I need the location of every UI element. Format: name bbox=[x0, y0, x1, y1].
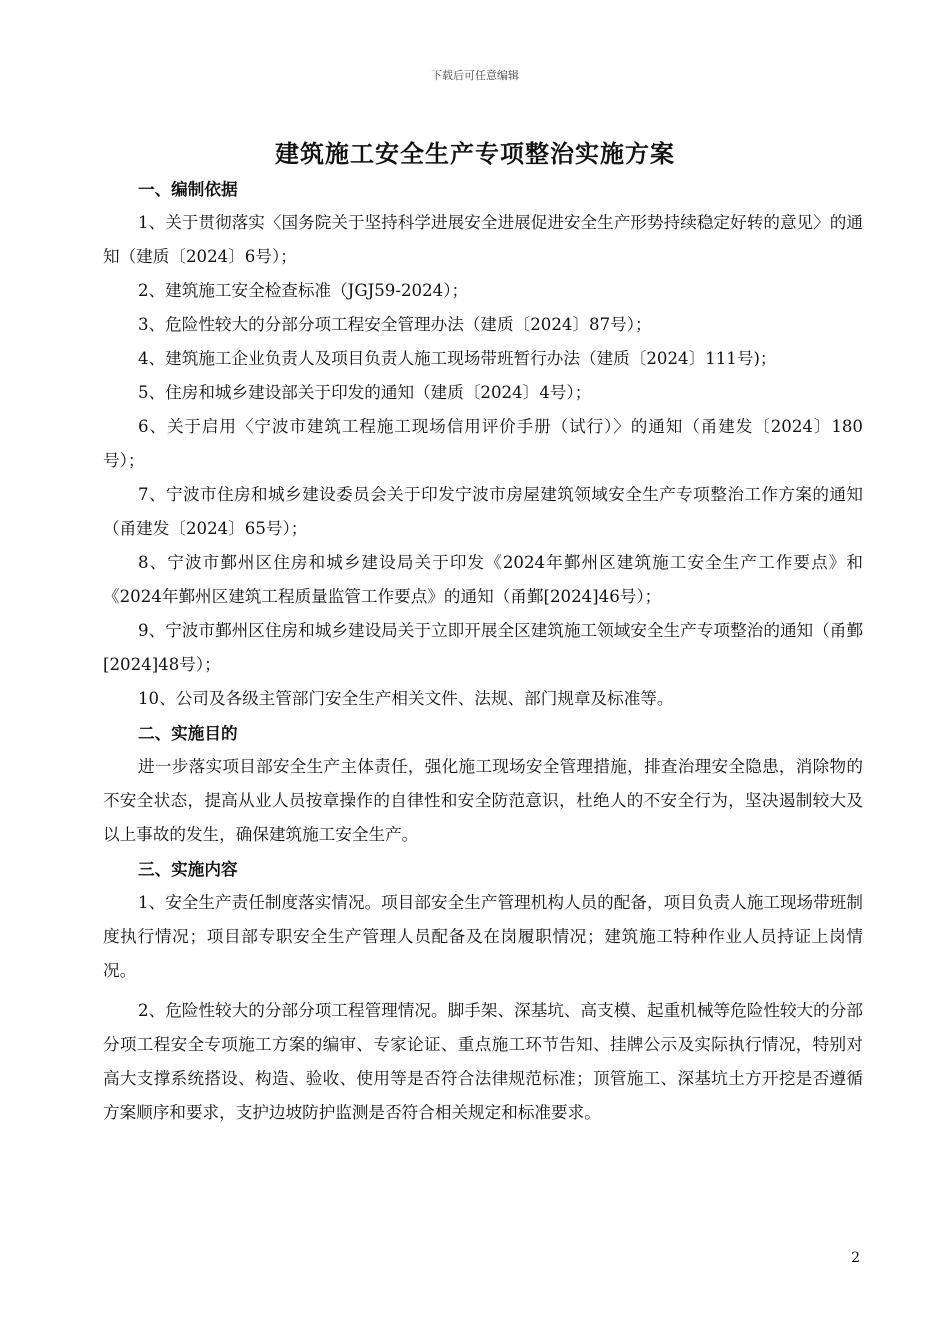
basis-item: 2、建筑施工安全检查标准（JGJ59-2024）； bbox=[138, 281, 469, 300]
page-header: 下载后可任意编辑 bbox=[431, 69, 519, 82]
basis-item: 7、宁波市住房和城乡建设委员会关于印发宁波市房屋建筑领域安全生产专项整治工作方案的通知（甬建发〔2024〕65号）； bbox=[103, 485, 863, 538]
basis-item: 5、住房和城乡建设部关于印发的通知（建质〔2024〕4号）； bbox=[138, 383, 592, 402]
basis-item: 9、宁波市鄞州区住房和城乡建设局关于立即开展全区建筑施工领域安全生产专项整治的通知（甬鄞[2024]48号）； bbox=[103, 621, 863, 674]
section-heading-basis: 一、编制依据 bbox=[138, 179, 238, 199]
basis-item: 6、关于启用〈宁波市建筑工程施工现场信用评价手册（试行）〉的通知（甬建发〔2024〕180号）； bbox=[103, 417, 863, 470]
basis-item: 4、建筑施工企业负责人及项目负责人施工现场带班暂行办法（建质〔2024〕111号)； bbox=[138, 349, 777, 368]
basis-item: 1、关于贯彻落实〈国务院关于坚持科学进展安全进展促进安全生产形势持续稳定好转的意见〉的通知（建质〔2024〕6号）； bbox=[103, 213, 863, 266]
section-heading-content: 三、实施内容 bbox=[138, 859, 238, 879]
content-item: 1、安全生产责任制度落实情况。项目部安全生产管理机构人员的配备，项目负责人施工现场带班制度执行情况；项目部专职安全生产管理人员配备及在岗履职情况；建筑施工特种作业人员持证上岗情况。 bbox=[103, 893, 863, 980]
content-item: 2、危险性较大的分部分项工程管理情况。脚手架、深基坑、高支模、起重机械等危险性较大的分部分项工程安全专项施工方案的编审、专家论证、重点施工环节告知、挂牌公示及实际执行情况，特别对高大支撑系统搭设、构造、验收、使用等是否符合法律规范标准；顶管施工、深基坑土方开挖是否遵循方案顺序和要求，支护边坡防护监测是否符合相关规定和标准要求。 bbox=[103, 1001, 863, 1122]
document-title: 建筑施工安全生产专项整治实施方案 bbox=[275, 139, 675, 168]
section-heading-purpose: 二、实施目的 bbox=[138, 723, 238, 743]
page-number: 2 bbox=[851, 1250, 860, 1266]
purpose-paragraph: 进一步落实项目部安全生产主体责任，强化施工现场安全管理措施，排查治理安全隐患，消除物的不安全状态，提高从业人员按章操作的自律性和安全防范意识，杜绝人的不安全行为，坚决遏制较大及以上事故的发生，确保建筑施工安全生产。 bbox=[103, 757, 863, 844]
basis-item: 3、危险性较大的分部分项工程安全管理办法（建质〔2024〕87号）； bbox=[138, 315, 652, 334]
basis-item: 8、宁波市鄞州区住房和城乡建设局关于印发《2024年鄞州区建筑施工安全生产工作要点》和《2024年鄞州区建筑工程质量监管工作要点》的通知（甬鄞[2024]46号）； bbox=[103, 553, 863, 606]
document-body bbox=[103, 172, 863, 1130]
basis-item: 10、公司及各级主管部门安全生产相关文件、法规、部门规章及标准等。 bbox=[138, 689, 674, 708]
